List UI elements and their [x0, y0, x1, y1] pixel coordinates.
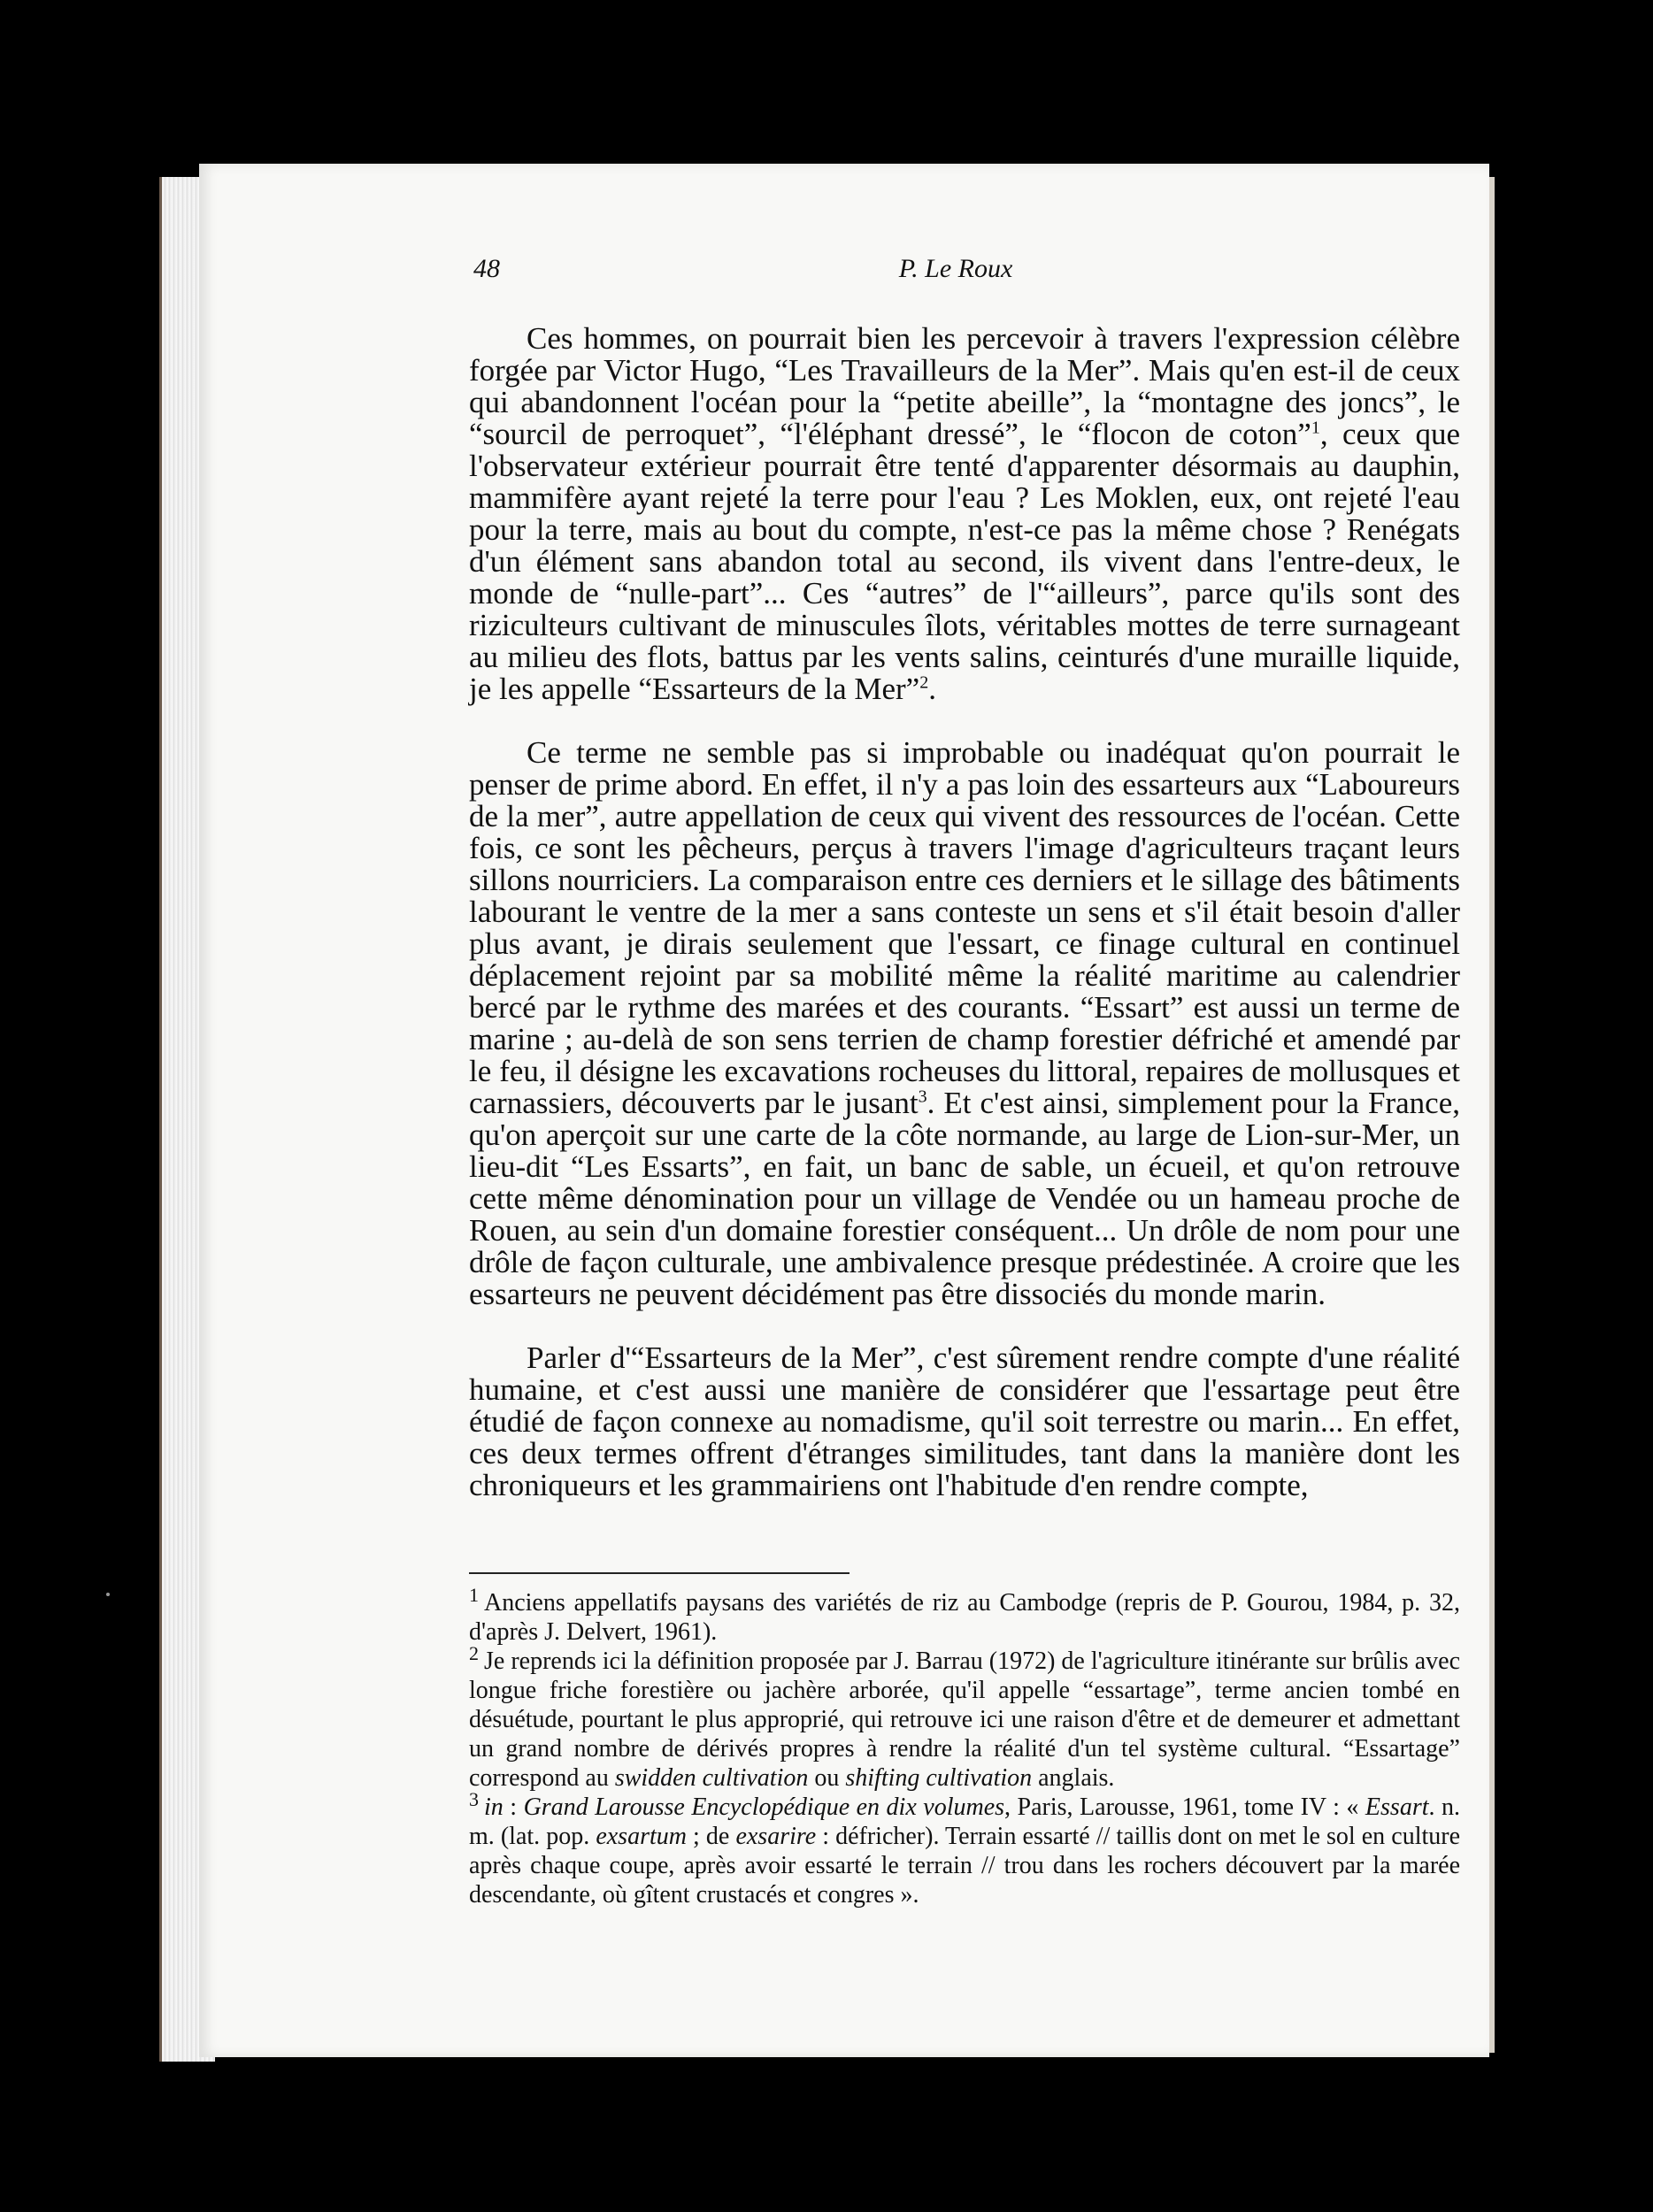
page-right-edge	[1489, 177, 1495, 2053]
footnote-italic: exsarire	[735, 1823, 817, 1850]
footnote-number: 2	[469, 1641, 479, 1664]
footnote-italic: in	[484, 1793, 504, 1821]
dust-speck	[106, 1593, 110, 1596]
paragraph-text: .	[928, 672, 936, 706]
footnote-ref-2: 2	[919, 672, 929, 693]
page-number: 48	[473, 254, 500, 283]
footnote-text: anglais.	[1032, 1764, 1115, 1792]
footnote-text: . n. m. (lat. pop.	[469, 1793, 1460, 1850]
paragraph-1	[469, 323, 1460, 705]
paragraph-2	[469, 737, 1460, 1310]
footnote-italic: shifting cultivation	[845, 1764, 1033, 1792]
running-head-author: P. Le Roux	[898, 254, 1013, 283]
footnote-text: Je reprends ici la définition proposée par J. Barrau (1972) de l'agriculture itinérante sur brûlis avec longue friche forestière ou jachère arborée, qu'il appelle “essartage”, terme ancien tombé en désuétude, pourtant le plus approprié, qui retrouve ici une raison d'être et de demeurer et admettant un grand nombre de dérivés propres à rendre la réalité d'un tel système cultural. “Essartage” correspond au	[469, 1647, 1460, 1792]
paragraph-text: Ces hommes, on pourrait bien les percevoir à travers l'expression célèbre forgée par Victor Hugo, “Les Travailleurs de la Mer”. Mais qu'en est-il de ceux qui abandonnent l'océan pour la “petite abeille”, la “montagne des joncs”, le “sourcil de perroquet”, “l'éléphant dressé”, le “flocon de coton”	[469, 321, 1460, 451]
paragraph-text: . Et c'est ainsi, simplement pour la France, qu'on aperçoit sur une carte de la côte normande, au large de Lion-sur-Mer, un lieu-dit “Les Essarts”, en fait, un banc de sable, un écueil, et qu'on retrouve cette même dénomination pour un village de Vendée ou un hameau proche de Rouen, au sein d'un domaine forestier conséquent... Un drôle de nom pour une drôle de façon culturale, une ambivalence presque prédestinée. A croire que les essarteurs ne peuvent décidément pas être dissociés du monde marin.	[469, 1086, 1460, 1311]
footnote-text: , Paris, Larousse, 1961, tome IV : «	[1004, 1793, 1365, 1821]
footnotes	[469, 1583, 1460, 1909]
page-header	[473, 254, 1438, 298]
paragraph-text: , ceux que l'observateur extérieur pourrait être tenté d'apparenter désormais au dauphin, mammifère ayant rejeté la terre pour l'eau ? Les Moklen, eux, ont rejeté l'eau pour la terre, mais au bout du compte, n'est-ce pas la même chose ? Renégats d'un élément sans abandon total au second, ils vivent dans l'entre-deux, le monde de “nulle-part”... Ces “autres” de l'“ailleurs”, parce qu'ils sont des riziculteurs cultivant de minuscules îlots, véritables mottes de terre surnageant au milieu des flots, battus par les vents salins, ceinturés d'une muraille liquide, je les appelle “Essarteurs de la Mer”	[469, 417, 1461, 706]
footnote-text: ; de	[686, 1823, 736, 1850]
paragraph-text: Parler d'“Essarteurs de la Mer”, c'est sûrement rendre compte d'une réalité humaine, et c'est aussi une manière de considérer que l'essartage peut être étudié de façon connexe au nomadisme, qu'il soit terrestre ou marin... En effet, ces deux termes offrent d'étranges similitudes, tant dans la manière dont les chroniqueurs et les grammairiens ont l'habitude d'en rendre compte,	[469, 1340, 1460, 1502]
footnote-italic: swidden cultivation	[614, 1764, 809, 1792]
footnote-ref-1: 1	[1311, 418, 1320, 438]
footnote-separator	[469, 1572, 850, 1574]
footnote-ref-3: 3	[918, 1087, 927, 1107]
footnote-1	[469, 1583, 1460, 1647]
footnote-text: ou	[808, 1764, 846, 1792]
footnote-number: 3	[469, 1787, 479, 1810]
footnote-italic: Grand Larousse Encyclopédique en dix volumes	[523, 1793, 1005, 1821]
footnote-italic: exsartum	[596, 1823, 687, 1850]
paragraph-3	[469, 1342, 1460, 1502]
body-text	[469, 323, 1460, 1533]
footnote-3	[469, 1787, 1460, 1909]
footnote-2	[469, 1641, 1460, 1793]
paragraph-text: Ce terme ne semble pas si improbable ou inadéquat qu'on pourrait le penser de prime abord. En effet, il n'y a pas loin des essarteurs aux “Laboureurs de la mer”, autre appellation de ceux qui vivent des ressources de l'océan. Cette fois, ce sont les pêcheurs, perçus à travers l'image d'agriculteurs traçant leurs sillons nourriciers. La comparaison entre ces derniers et le sillage des bâtiments labourant le ventre de la mer a sans conteste un sens et s'il était besoin d'aller plus avant, je dirais seulement que l'essart, ce finage cultural en continuel déplacement rejoint par sa mobilité même la réalité maritime au calendrier bercé par le rythme des marées et des courants. “Essart” est aussi un terme de marine ; au-delà de son sens terrien de champ forestier défriché et amendé par le feu, il désigne les excavations rocheuses du littoral, repaires de mollusques et carnassiers, découverts par le jusant	[469, 735, 1460, 1120]
book-page	[199, 164, 1489, 2057]
footnote-text: :	[503, 1793, 524, 1821]
footnote-number: 1	[469, 1583, 479, 1606]
footnote-italic: Essart	[1365, 1793, 1429, 1821]
footnote-text: Anciens appellatifs paysans des variétés de riz au Cambodge (repris de P. Gourou, 1984, p. 32, d'après J. Delvert, 1961).	[469, 1589, 1460, 1646]
footnote-text: : défricher). Terrain essarté // taillis dont on met le sol en culture après chaque coupe, après avoir essarté le terrain // trou dans les rochers découvert par la marée descendante, où gîtent crustacés et congres ».	[469, 1823, 1460, 1909]
